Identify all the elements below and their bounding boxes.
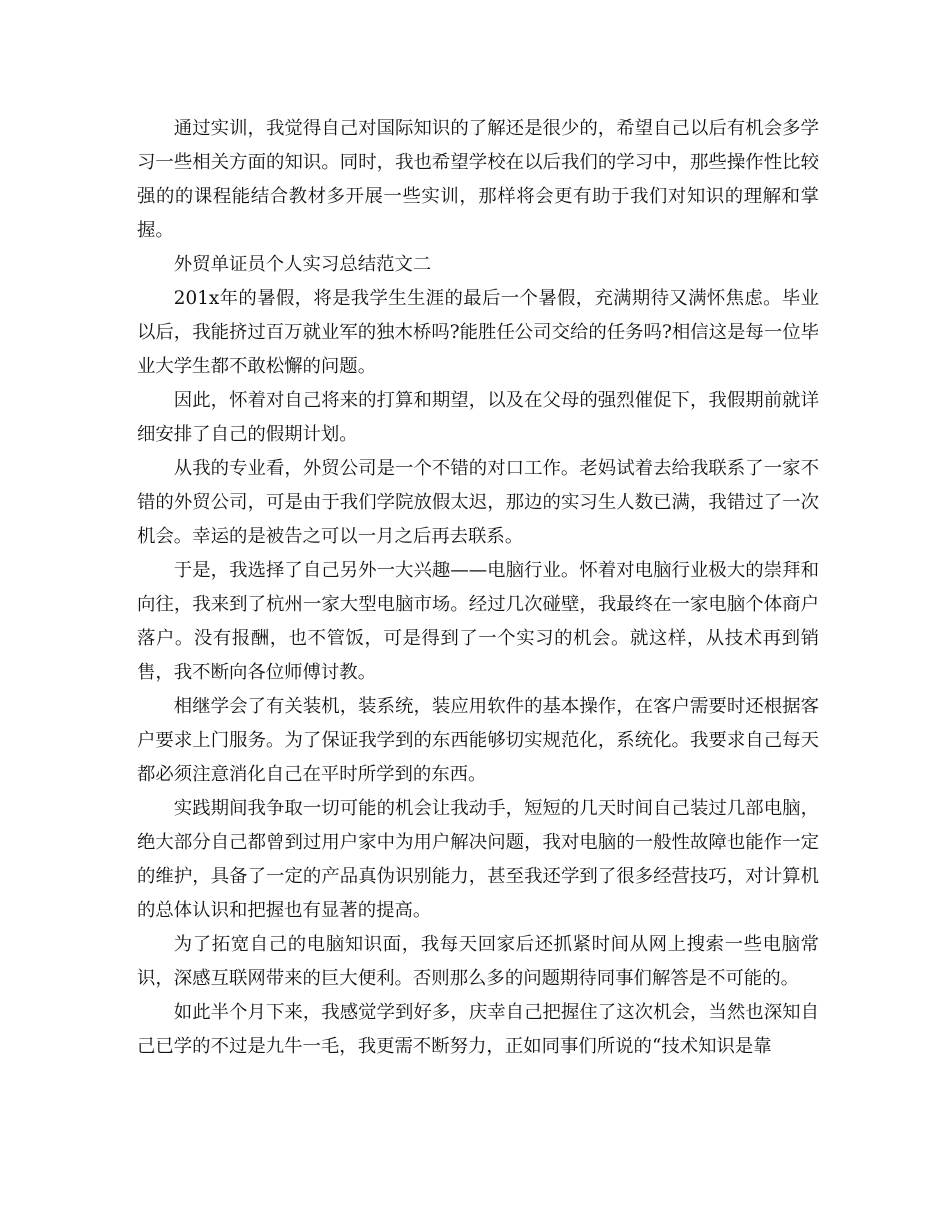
paragraph-internet-knowledge: 为了拓宽自己的电脑知识面，我每天回家后还抓紧时间从网上搜索一些电脑常识，深感互联网带来的巨大便利。否则那么多的问题期待同事们解答是不可能的。	[137, 934, 819, 989]
paragraph-vacation-plan: 因此，怀着对自己将来的打算和期望，以及在父母的强烈催促下，我假期前就详细安排了自己的假期计划。	[137, 390, 819, 445]
paragraph-trade-company: 从我的专业看，外贸公司是一个不错的对口工作。老妈试着去给我联系了一家不错的外贸公司，可是由于我们学院放假太迟，那边的实习生人数已满，我错过了一次机会。幸运的是被告之可以一月之后再去联系。	[137, 458, 819, 547]
paragraph-training-reflection: 通过实训，我觉得自己对国际知识的了解还是很少的，希望自己以后有机会多学习一些相关方面的知识。同时，我也希望学校在以后我们的学习中，那些操作性比较强的的课程能结合教材多开展一些实训，那样将会更有助于我们对知识的理解和掌握。	[137, 118, 819, 241]
section-heading: 外贸单证员个人实习总结范文二	[173, 254, 432, 275]
paragraph-practice-period: 实践期间我争取一切可能的机会让我动手，短短的几天时间自己装过几部电脑，绝大部分自己都曾到过用户家中为用户解决问题，我对电脑的一般性故障也能作一定的维护，具备了一定的产品真伪识别能力，甚至我还学到了很多经营技巧，对计算机的总体认识和把握也有显著的提高。	[137, 798, 819, 921]
paragraph-computer-industry: 于是，我选择了自己另外一大兴趣——电脑行业。怀着对电脑行业极大的崇拜和向往，我来到了杭州一家大型电脑市场。经过几次碰壁，我最终在一家电脑个体商户落户。没有报酬，也不管饭，可是得到了一个实习的机会。就这样，从技术再到销售，我不断向各位师傅讨教。	[137, 560, 819, 683]
paragraph-half-month: 如此半个月下来，我感觉学到好多，庆幸自己把握住了这次机会，当然也深知自己已学的不过是九牛一毛，我更需不断努力，正如同事们所说的“技术知识是靠	[137, 1002, 819, 1057]
paragraph-skills-learned: 相继学会了有关装机，装系统，装应用软件的基本操作，在客户需要时还根据客户要求上门服务。为了保证我学到的东西能够切实规范化，系统化。我要求自己每天都必须注意消化自己在平时所学到的东西。	[137, 696, 819, 785]
paragraph-summer-vacation: 201x年的暑假，将是我学生生涯的最后一个暑假，充满期待又满怀焦虑。毕业以后，我能挤过百万就业军的独木桥吗?能胜任公司交给的任务吗?相信这是每一位毕业大学生都不敢松懈的问题。	[137, 288, 819, 377]
document-body	[137, 112, 819, 1064]
